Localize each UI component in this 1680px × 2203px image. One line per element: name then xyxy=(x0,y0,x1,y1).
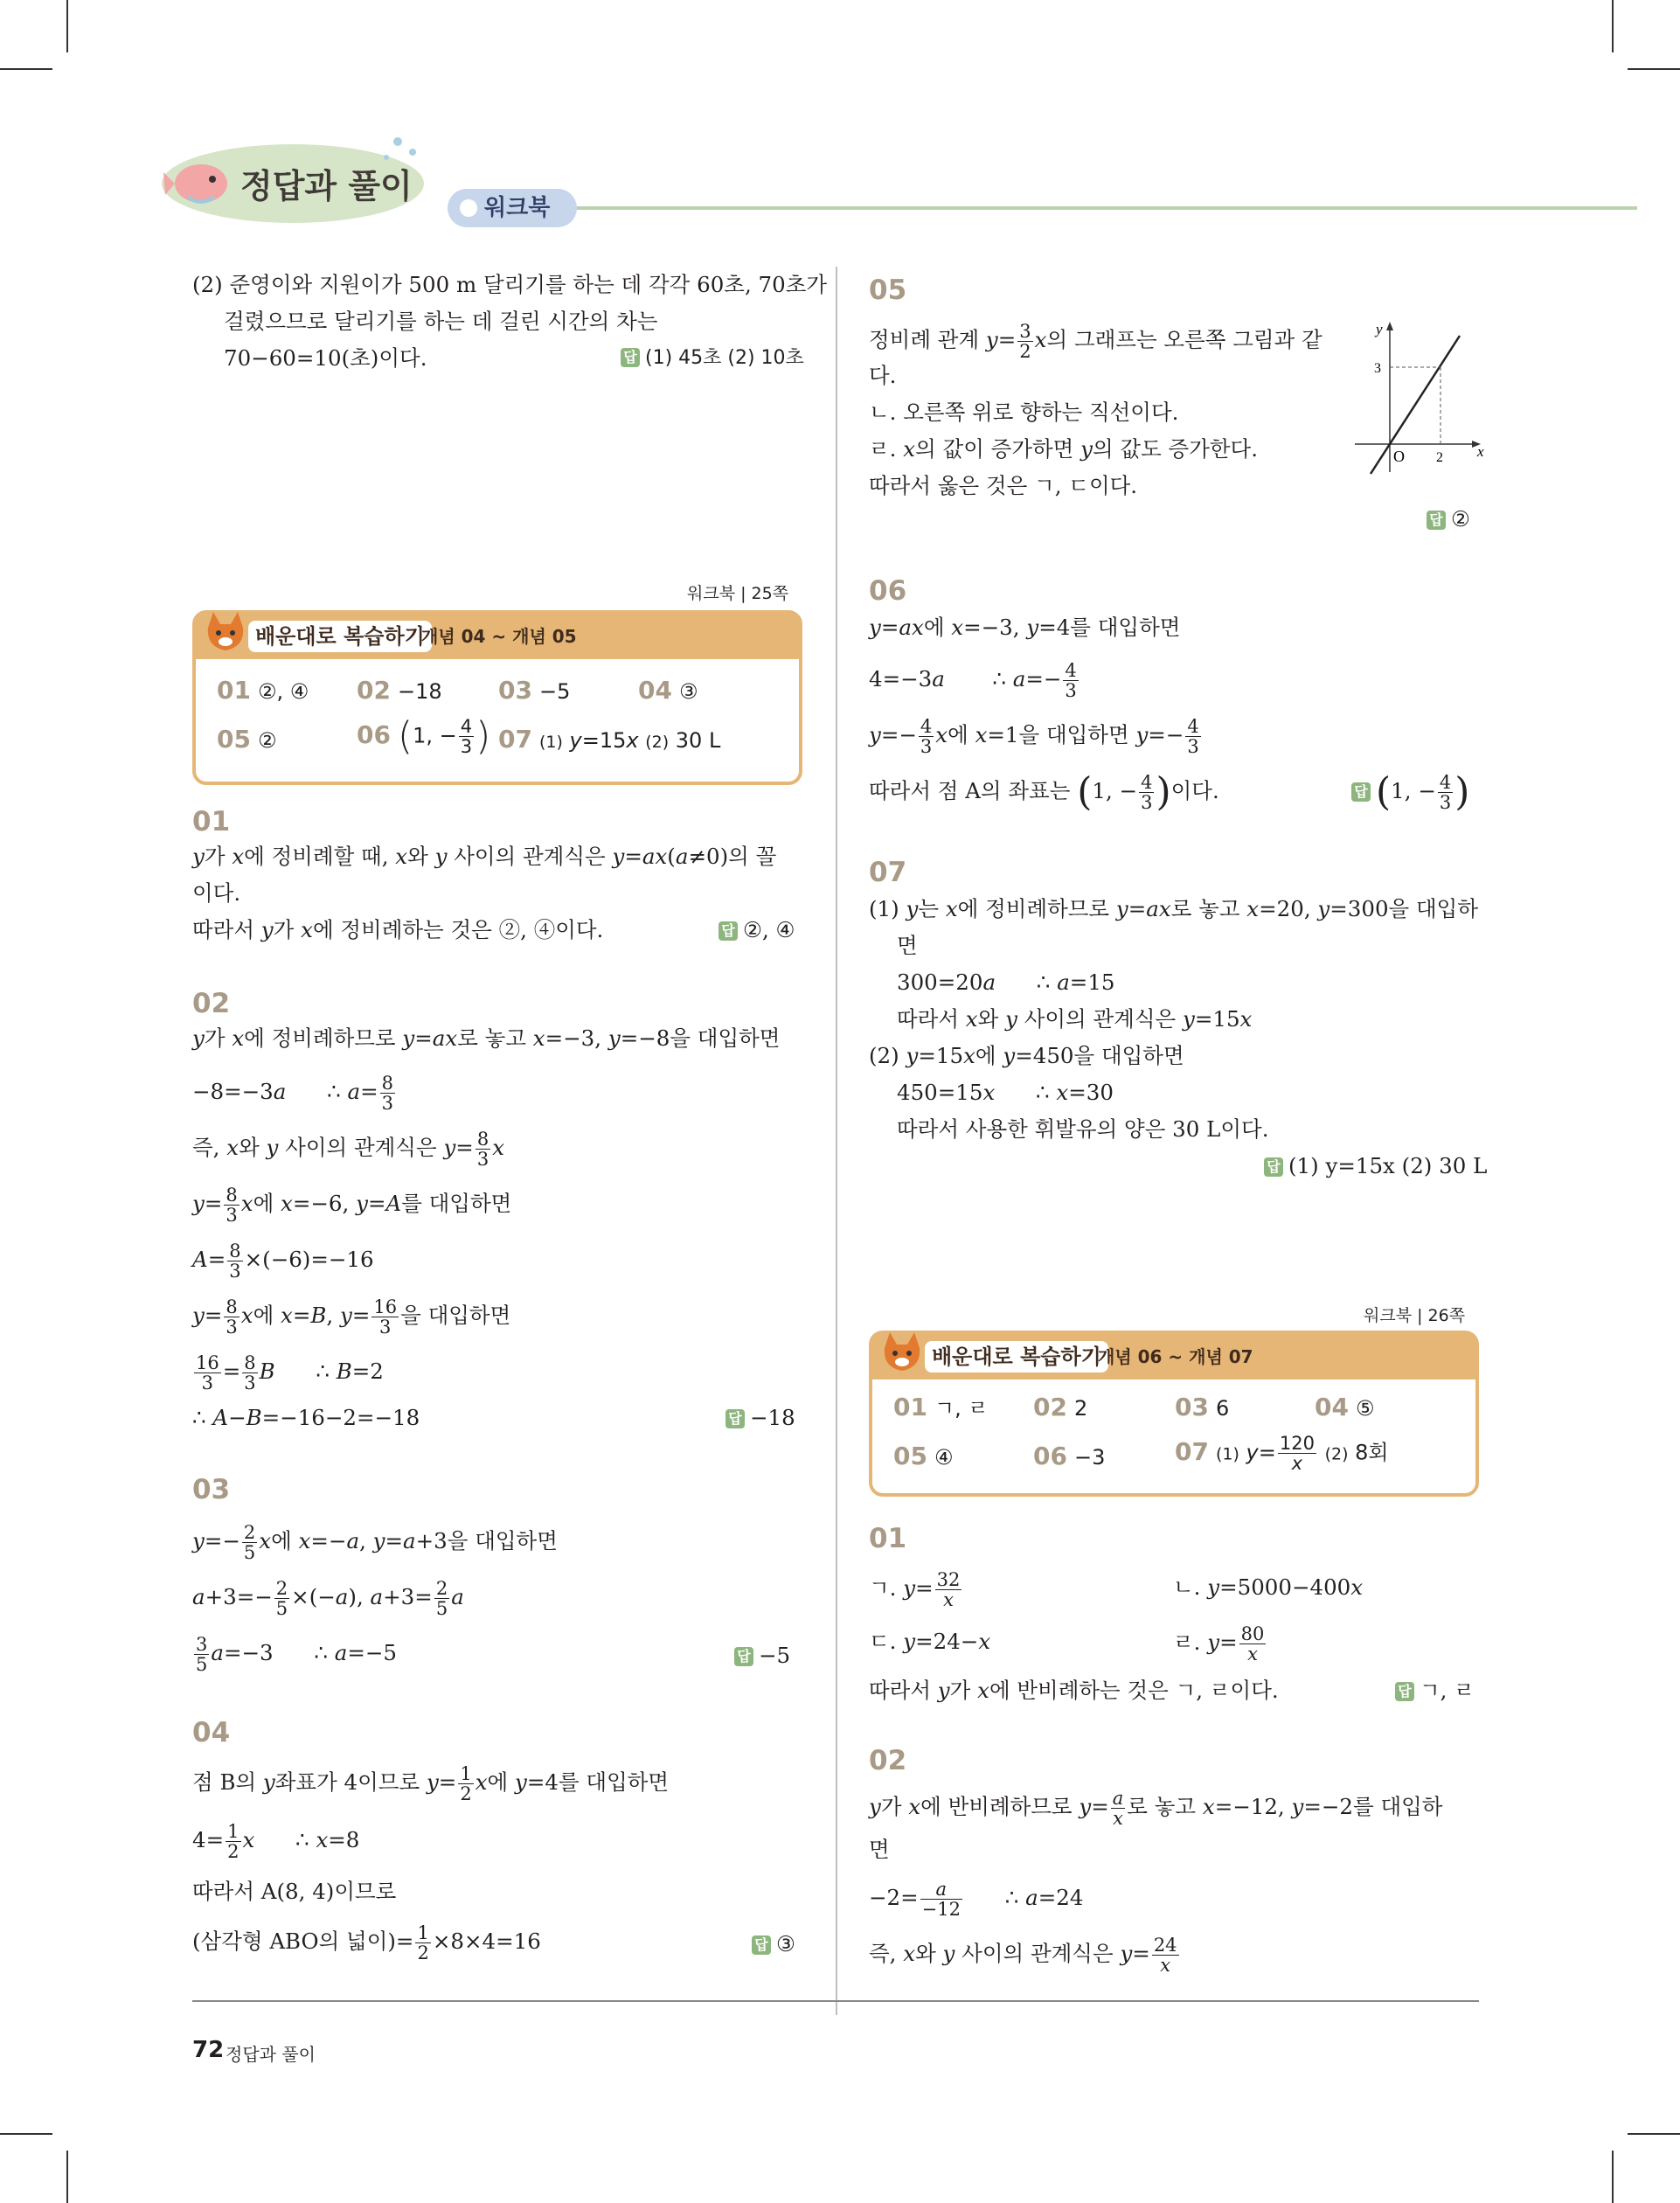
problem-02-number: 02 xyxy=(192,988,231,1019)
problem-06-number: 06 xyxy=(869,575,907,607)
page-number: 72 xyxy=(192,2037,225,2063)
svg-text:O: O xyxy=(1393,448,1405,465)
footer-rule xyxy=(192,2000,1479,2002)
review2-problem-01-number: 01 xyxy=(869,1523,907,1554)
svg-text:x: x xyxy=(1477,443,1484,460)
problem-07-number: 07 xyxy=(869,857,907,888)
review-box-2: 배운대로 복습하기 개념 06 ~ 개념 07 01 ㄱ, ㄹ 02 2 03 6 04 ⑤ 05 ④ 06 −3 07 (1) y= $\frac{120}{x}$ (2) 8회 xyxy=(869,1331,1479,1497)
footer-label: 정답과 풀이 xyxy=(226,2044,316,2065)
workbook-tab: 워크북 xyxy=(448,189,577,227)
problem-01-number: 01 xyxy=(192,806,231,837)
fox-mascot-icon xyxy=(201,610,250,659)
svg-text:y: y xyxy=(1376,321,1383,337)
svg-text:2: 2 xyxy=(1436,450,1443,465)
review-box-1: 배운대로 복습하기 개념 04 ~ 개념 05 01 ②, ④ 02 −18 03 −5 04 ③ 05 ② 06 (1, − $\frac{4}{3}$ ) 07 (1) y=15x (2) 30 L xyxy=(192,610,802,785)
review2-problem-02-number: 02 xyxy=(869,1745,907,1776)
header-title: 정답과 풀이 xyxy=(240,167,413,205)
page-ref-25: 워크북 | 25쪽 xyxy=(687,584,789,603)
fish-mascot-icon xyxy=(162,153,232,214)
header-rule xyxy=(573,206,1637,210)
tab-dot-icon xyxy=(460,199,477,217)
page-ref-26: 워크북 | 26쪽 xyxy=(1364,1306,1466,1325)
column-divider xyxy=(836,267,837,2015)
fox-mascot-icon-2 xyxy=(878,1331,927,1379)
problem-05-number: 05 xyxy=(869,275,907,306)
svg-text:3: 3 xyxy=(1374,361,1381,376)
problem-04-number: 04 xyxy=(192,1717,231,1748)
problem-03-number: 03 xyxy=(192,1474,231,1505)
proportion-graph xyxy=(1346,315,1486,481)
